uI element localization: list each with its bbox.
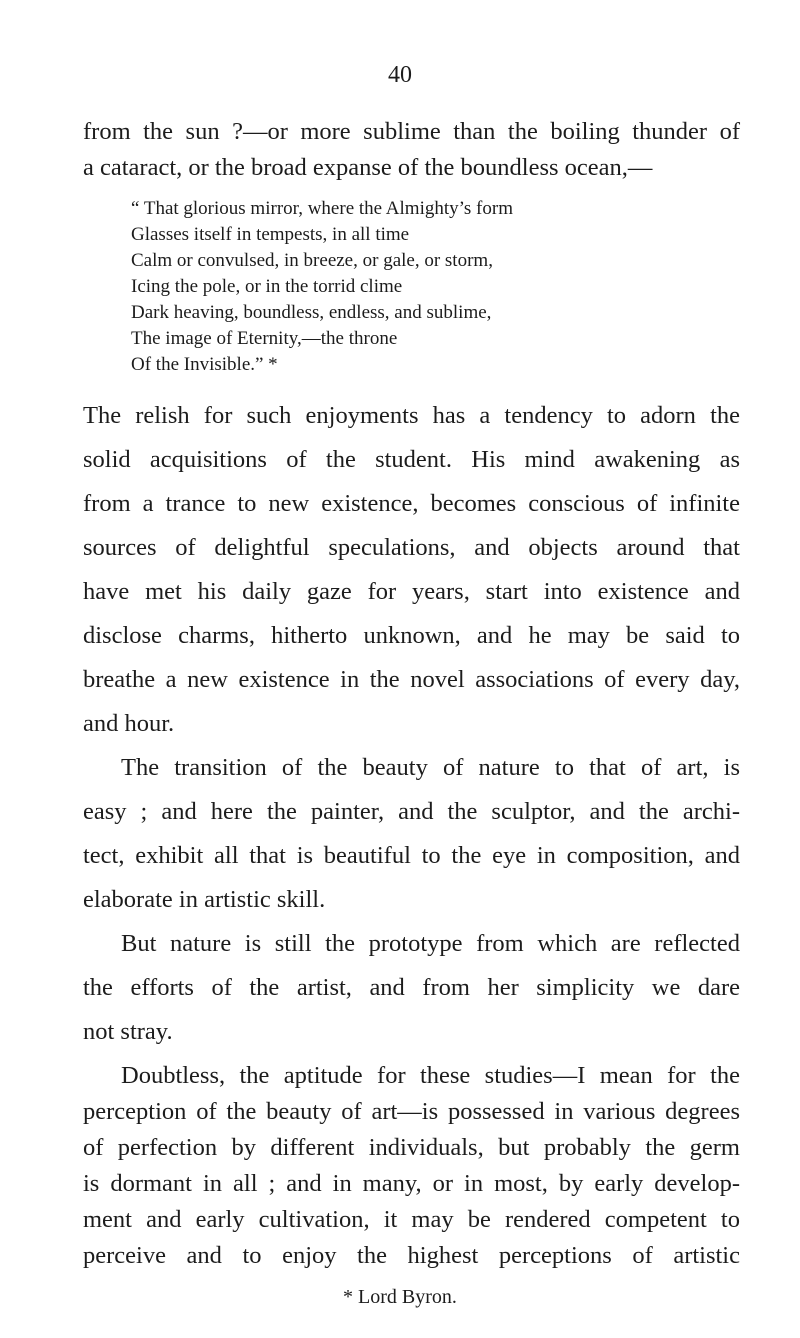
verse-line: Dark heaving, boundless, endless, and sublime, [131, 302, 492, 323]
verse-line: The image of Eternity,—the throne [131, 328, 398, 349]
text-line: is dormant in all ; and in many, or in most, by early develop- [83, 1170, 740, 1197]
text-line: have met his daily gaze for years, start into existence and [83, 578, 740, 605]
verse-line: “ That glorious mirror, where the Almighty’s form [131, 198, 513, 219]
text-line: from a trance to new existence, becomes conscious of infinite [83, 490, 740, 517]
text-line: elaborate in artistic skill. [83, 886, 326, 913]
text-line: of perfection by different individuals, but probably the germ [83, 1134, 740, 1161]
text-line: solid acquisitions of the student. His mind awakening as [83, 446, 740, 473]
text-line: But nature is still the prototype from which are reflected [121, 930, 740, 957]
page-number: 40 [388, 62, 412, 88]
text-line: easy ; and here the painter, and the sculptor, and the archi- [83, 798, 740, 825]
footnote: * Lord Byron. [343, 1286, 457, 1308]
verse-line: Of the Invisible.” * [131, 354, 278, 375]
text-line: ment and early cultivation, it may be rendered competent to [83, 1206, 740, 1233]
verse-line: Glasses itself in tempests, in all time [131, 224, 410, 245]
text-line: perceive and to enjoy the highest perceptions of artistic [83, 1242, 740, 1269]
text-line: Doubtless, the aptitude for these studies—I mean for the [121, 1062, 740, 1089]
text-line: a cataract, or the broad expanse of the boundless ocean,— [83, 154, 653, 181]
text-line: The transition of the beauty of nature to that of art, is [121, 754, 740, 781]
verse-line: Calm or convulsed, in breeze, or gale, or storm, [131, 250, 493, 271]
text-line: not stray. [83, 1018, 173, 1045]
text-line: and hour. [83, 710, 175, 737]
text-line: from the sun ?—or more sublime than the boiling thunder of [83, 118, 740, 145]
text-line: disclose charms, hitherto unknown, and he may be said to [83, 622, 740, 649]
verse-line: Icing the pole, or in the torrid clime [131, 276, 403, 297]
text-line: perception of the beauty of art—is possessed in various degrees [83, 1098, 740, 1125]
text-line: the efforts of the artist, and from her simplicity we dare [83, 974, 740, 1001]
text-line: breathe a new existence in the novel associations of every day, [83, 666, 740, 693]
text-line: The relish for such enjoyments has a tendency to adorn the [83, 402, 740, 429]
text-line: tect, exhibit all that is beautiful to the eye in composition, and [83, 842, 740, 869]
text-line: sources of delightful speculations, and objects around that [83, 534, 740, 561]
